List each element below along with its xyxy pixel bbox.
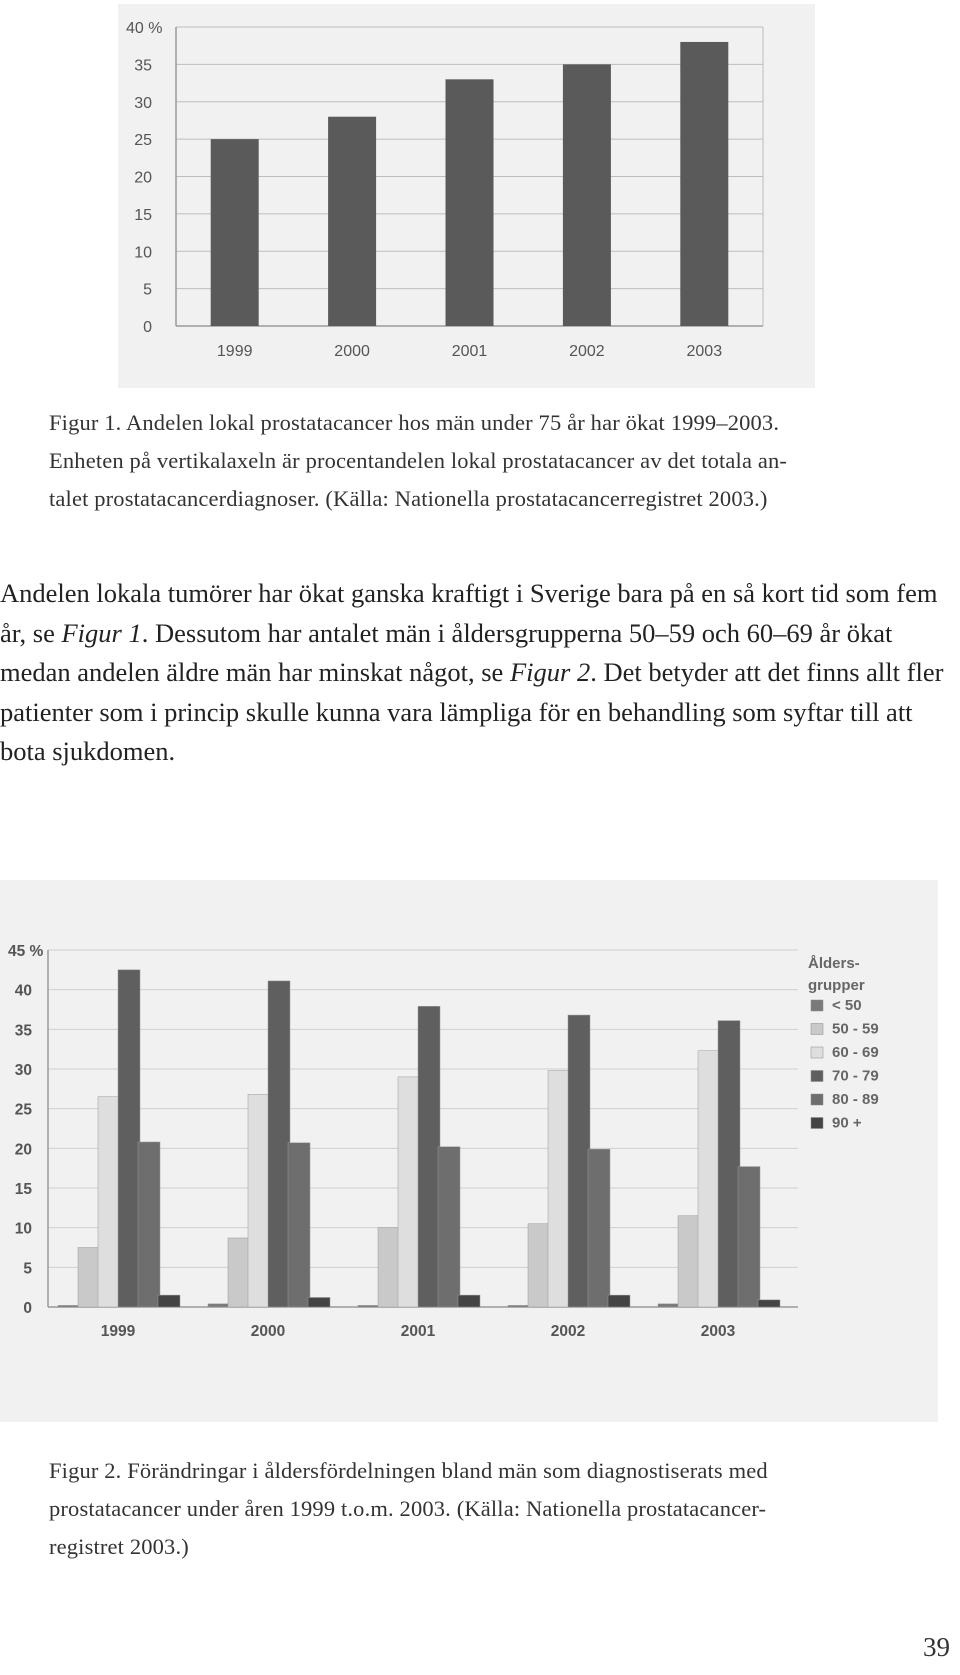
y-tick-label: 0 bbox=[23, 1300, 32, 1317]
y-axis-top-label: 45 % bbox=[8, 943, 44, 960]
figure2-caption-line: Figur 2. Förändringar i åldersfördelningen bland män som diagnostiserats med bbox=[49, 1458, 768, 1483]
legend-swatch bbox=[811, 1024, 823, 1035]
bar bbox=[446, 79, 494, 326]
legend-swatch bbox=[811, 1094, 823, 1105]
figure1-caption-line: Enheten på vertikalaxeln är procentandelen lokal prostatacancer av det totala an- bbox=[49, 448, 788, 473]
y-axis-top-label: 40 % bbox=[126, 20, 163, 37]
bar bbox=[211, 139, 259, 326]
bar bbox=[158, 1295, 180, 1307]
legend-label: 60 - 69 bbox=[832, 1044, 879, 1061]
y-tick-label: 0 bbox=[143, 319, 152, 336]
bar bbox=[438, 1147, 460, 1307]
body-text-part: . Dessutom har antalet män i åldersgrupperna 50–59 och 60–69 år ökat medan andelen äldre män har minskat något, se bbox=[0, 617, 893, 687]
legend-title: Ålders- bbox=[808, 955, 860, 972]
bar bbox=[718, 1021, 740, 1307]
x-tick-label: 2000 bbox=[250, 1323, 286, 1340]
bar bbox=[563, 64, 611, 326]
legend-label: < 50 bbox=[832, 997, 862, 1014]
y-tick-label: 15 bbox=[14, 1181, 32, 1198]
figure1-chart-svg bbox=[118, 4, 815, 388]
figure2-chart-svg bbox=[0, 880, 938, 1422]
bar bbox=[738, 1167, 760, 1307]
y-tick-label: 40 bbox=[14, 982, 32, 1000]
bar bbox=[268, 981, 290, 1307]
bar bbox=[98, 1097, 120, 1307]
figure2-reference: Figur 2 bbox=[509, 657, 591, 687]
bar bbox=[568, 1015, 590, 1307]
figure1-reference: Figur 1 bbox=[61, 617, 142, 648]
y-tick-label: 35 bbox=[134, 57, 152, 75]
y-tick-label: 20 bbox=[14, 1141, 32, 1159]
legend-swatch bbox=[811, 1000, 823, 1011]
y-tick-label: 30 bbox=[134, 94, 152, 112]
figure1-caption-line: Figur 1. Andelen lokal prostatacancer hos män under 75 år har ökat 1999–2003. bbox=[49, 410, 780, 435]
y-tick-label: 15 bbox=[134, 206, 152, 224]
bar bbox=[138, 1142, 160, 1307]
figure2-caption-line: prostatacancer under åren 1999 t.o.m. 2003. (Källa: Nationella prostatacancer- bbox=[49, 1496, 767, 1521]
bar bbox=[588, 1149, 610, 1307]
figure1-caption-line: talet prostatacancerdiagnoser. (Källa: Nationella prostatacancerregistret 2003.) bbox=[49, 486, 768, 511]
x-tick-label: 2002 bbox=[569, 343, 605, 360]
bar bbox=[378, 1228, 400, 1307]
x-tick-label: 2001 bbox=[451, 343, 488, 360]
body-text-part: . Det betyder att det finns allt fler patienter som i princip skulle kunna vara lämpliga för en behandling som syftar till att bota sjukdomen. bbox=[0, 657, 944, 766]
bar bbox=[78, 1248, 100, 1308]
bar bbox=[248, 1094, 270, 1307]
bar bbox=[458, 1295, 480, 1307]
bar bbox=[508, 1305, 530, 1307]
y-tick-label: 20 bbox=[134, 169, 152, 187]
bar bbox=[288, 1143, 310, 1307]
body-paragraph bbox=[0, 574, 958, 772]
bar bbox=[328, 117, 376, 326]
x-tick-label: 2001 bbox=[400, 1323, 436, 1340]
bar bbox=[58, 1305, 80, 1307]
bar bbox=[528, 1224, 550, 1307]
bar bbox=[358, 1305, 380, 1307]
bar bbox=[418, 1006, 440, 1307]
figure2-chart bbox=[0, 880, 938, 1422]
bar bbox=[758, 1300, 780, 1307]
bar bbox=[548, 1071, 570, 1307]
y-tick-label: 5 bbox=[143, 281, 152, 299]
legend-title: grupper bbox=[808, 977, 865, 994]
y-tick-label: 10 bbox=[134, 244, 152, 262]
legend-label: 90 + bbox=[832, 1114, 862, 1132]
y-tick-label: 35 bbox=[14, 1022, 32, 1040]
y-tick-label: 30 bbox=[14, 1062, 32, 1079]
x-tick-label: 2003 bbox=[686, 343, 723, 360]
bar bbox=[608, 1295, 630, 1307]
bar bbox=[308, 1297, 330, 1307]
legend-swatch bbox=[811, 1047, 823, 1058]
x-tick-label: 2003 bbox=[700, 1323, 736, 1340]
y-tick-label: 5 bbox=[23, 1260, 32, 1278]
page-number: 39 bbox=[923, 1632, 950, 1662]
body-text-part: Andelen lokala tumörer har ökat ganska kraftigt i Sverige bara på en så kort tid som fem år, se bbox=[0, 578, 938, 648]
x-tick-label: 1999 bbox=[100, 1323, 136, 1340]
bar bbox=[698, 1051, 720, 1307]
x-tick-label: 2002 bbox=[550, 1323, 586, 1340]
bar bbox=[228, 1238, 250, 1307]
figure2-caption-line: registret 2003.) bbox=[49, 1534, 189, 1559]
y-tick-label: 25 bbox=[14, 1101, 32, 1119]
figure1-chart bbox=[118, 4, 815, 388]
bar bbox=[658, 1304, 680, 1307]
figure2-caption bbox=[49, 1452, 914, 1566]
y-tick-label: 10 bbox=[14, 1220, 32, 1238]
legend-label: 80 - 89 bbox=[832, 1091, 879, 1108]
x-tick-label: 1999 bbox=[216, 343, 253, 360]
bar bbox=[678, 1216, 700, 1307]
bar bbox=[680, 42, 728, 326]
bar bbox=[208, 1304, 230, 1307]
legend-label: 50 - 59 bbox=[832, 1020, 879, 1038]
figure1-caption bbox=[49, 404, 889, 518]
bar bbox=[398, 1077, 420, 1307]
x-tick-label: 2000 bbox=[334, 343, 370, 360]
legend-swatch bbox=[811, 1071, 823, 1082]
legend-label: 70 - 79 bbox=[832, 1067, 879, 1085]
y-tick-label: 25 bbox=[134, 132, 152, 150]
bar bbox=[118, 970, 140, 1307]
legend-swatch bbox=[811, 1118, 823, 1129]
